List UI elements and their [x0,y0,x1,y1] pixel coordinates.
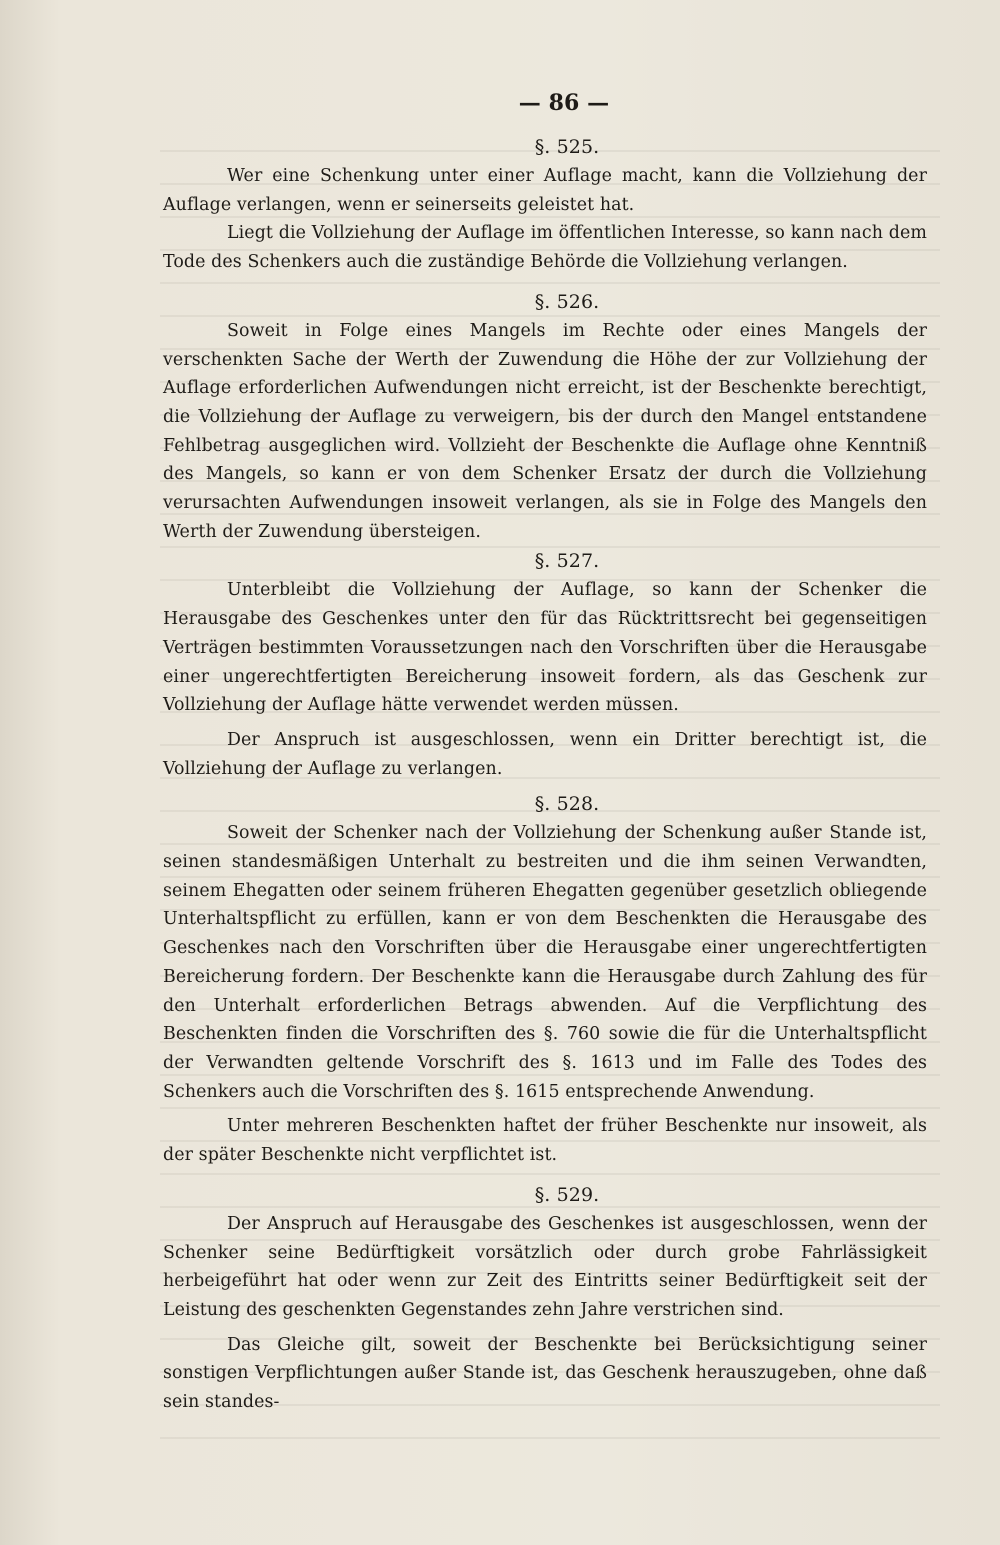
paragraph: Wer eine Schenkung unter einer Auflage macht, kann die Vollziehung der Auflage verlangen, wenn er seinerseits geleistet hat. [163,166,927,215]
paragraph: Liegt die Vollziehung der Auflage im öffentlichen Interesse, so kann nach dem Tode des Schenkers auch die zuständige Behörde die Vollziehung verlangen. [163,223,927,273]
section-heading-525: §. 525. [534,136,600,158]
paragraph: Der Anspruch ist ausgeschlossen, wenn ein Dritter berechtigt ist, die Vollziehung der Auflage zu verlangen. [163,729,927,779]
paragraph: Soweit in Folge eines Mangels im Rechte oder eines Mangels der verschenkten Sache der Werth der Zuwendung die Höhe der zur Vollziehung der Auflage erforderlichen Aufwendungen nicht erreicht, ist der Beschenkte berechtigt, die Vollziehung der Auflage zu verweigern, bis der durch den Mangel entstandene Fehlbetrag ausgeglichen wird. Vollzieht der Beschenkte die Auflage ohne Kenntniß des Mangels, so kann er von dem Schenker Ersatz der durch die Vollziehung verursachten Aufwendungen insoweit verlangen, als sie in Folge des Mangels den Werth der Zuwendung übersteigen. [163,320,927,542]
page-number: — 86 — [518,90,610,116]
paragraph: Soweit der Schenker nach der Vollziehung der Schenkung außer Stande ist, seinen standesmäßigen Unterhalt zu bestreiten und die ihm seinen Verwandten, seinem Ehegatten oder seinem früheren Ehegatten gegenüber gesetzlich obliegende Unterhaltspflicht zu erfüllen, kann er von dem Beschenkten die Herausgabe des Geschenkes nach den Vorschriften über die Herausgabe einer ungerechtfertigten Bereicherung fordern. Der Beschenkte kann die Herausgabe durch Zahlung des für den Unterhalt erforderlichen Betrags abwenden. Auf die Verpflichtung des Beschenkten finden die Vorschriften des §. 760 sowie die für die Unterhaltspflicht der Verwandten geltende Vorschrift des §. 1613 und im Falle des Todes des Schenkers auch die Vorschriften des §. 1615 entsprechende Anwendung. [163,823,927,1102]
section-heading-527: §. 527. [534,550,600,573]
section-heading-528: §. 528. [534,793,600,816]
paragraph: Der Anspruch auf Herausgabe des Geschenkes ist ausgeschlossen, wenn der Schenker seine Bedürftigkeit vorsätzlich oder durch grobe Fahrlässigkeit herbeigeführt hat oder wenn zur Zeit des Eintritts seiner Bedürftigkeit seit der Leistung des geschenkten Gegenstandes zehn Jahre verstrichen sind. [163,1213,927,1320]
section-heading-529: §. 529. [534,1183,600,1206]
paragraph: Unterbleibt die Vollziehung der Auflage, so kann der Schenker die Herausgabe des Geschenkes unter den für das Rücktrittsrecht bei gegenseitigen Verträgen bestimmten Voraussetzungen nach den Vorschriften über die Herausgabe einer ungerechtfertigten Bereicherung insoweit fordern, als das Geschenk zur Vollziehung der Auflage hätte verwendet werden müssen. [163,580,927,716]
paragraph: Das Gleiche gilt, soweit der Beschenkte bei Berücksichtigung seiner sonstigen Verpflichtungen außer Stande ist, das Geschenk herauszugeben, ohne daß sein standes- [163,1334,927,1413]
paragraph: Unter mehreren Beschenkten haftet der früher Beschenkte nur insoweit, als der später Beschenkte nicht verpflichtet ist. [163,1116,927,1166]
page-body [163,88,927,1417]
section-heading-526: §. 526. [534,290,600,313]
